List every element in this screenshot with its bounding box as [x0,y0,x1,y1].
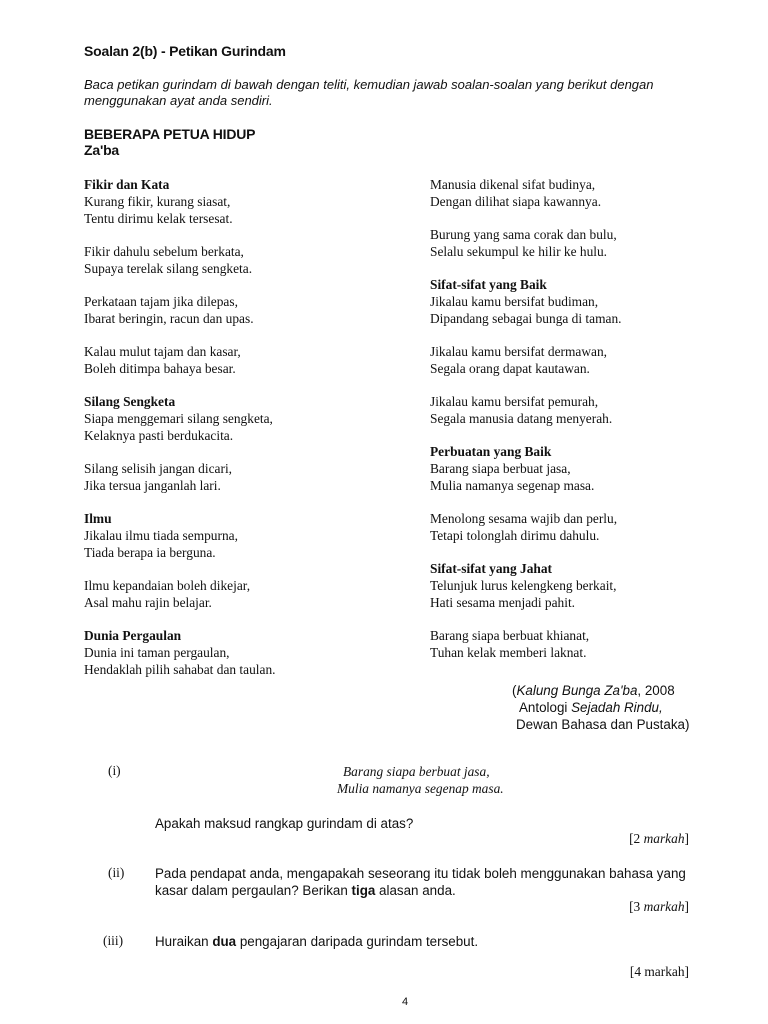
poem-line: Jikalau kamu bersifat pemurah, [430,394,599,409]
poem-line: Dunia ini taman pergaulan, [84,645,230,660]
question-2-number: (ii) [108,865,125,880]
poem-line: Barang siapa berbuat khianat, [430,628,590,643]
page-number: 4 [402,996,409,1008]
marks-close: ] [684,831,689,846]
poem-line: Kelaknya pasti berdukacita. [84,428,234,443]
stanza-heading: Perbuatan yang Baik [430,444,552,459]
stanza-heading: Silang Sengketa [84,394,176,409]
poem-line: Perkataan tajam jika dilepas, [84,294,238,309]
poem-line: Siapa menggemari silang sengketa, [84,411,273,426]
citation-line-1 [512,682,675,699]
poem-line: Segala manusia datang menyerah. [430,411,613,426]
stanza-heading: Dunia Pergaulan [84,628,182,643]
question-2-line-1: Pada pendapat anda, mengapakah seseorang itu tidak boleh menggunakan bahasa yang [155,866,686,881]
question-3-text-a: Huraikan [155,934,213,949]
stanza-gap [84,327,276,343]
poem-line: Selalu sekumpul ke hilir ke hulu. [430,244,608,259]
stanza-gap [430,427,622,443]
poem-title: BEBERAPA PETUA HIDUP [84,126,256,142]
stanza-heading: Fikir dan Kata [84,177,170,192]
poem-right-column [430,176,622,661]
poem-line: Jikalau ilmu tiada sempurna, [84,528,238,543]
stanza-gap [84,494,276,510]
poem-line: Jika tersua janganlah lari. [84,478,221,493]
poem-line: Tetapi tolonglah dirimu dahulu. [430,528,600,543]
question-1-number: (i) [108,763,121,778]
poem-line: Ibarat beringin, racun dan upas. [84,311,254,326]
stanza-gap [84,377,276,393]
poem-line: Tentu dirimu kelak tersesat. [84,211,233,226]
question-2-emphasis: tiga [351,883,376,898]
question-2-marks [629,899,689,915]
poem-line: Boleh ditimpa bahaya besar. [84,361,236,376]
citation-publisher: Dewan Bahasa dan Pustaka) [516,717,690,732]
citation-line-2 [519,699,663,716]
poem-line: Dipandang sebagai bunga di taman. [430,311,622,326]
question-1-quote-line-2: Mulia namanya segenap masa. [337,781,504,796]
stanza-gap [84,611,276,627]
stanza-gap [430,327,622,343]
question-2-text-a: kasar dalam pergaulan? Berikan [155,883,352,898]
stanza-gap [84,444,276,460]
marks-close: ] [684,899,689,914]
stanza-gap [430,611,622,627]
section-title: Soalan 2(b) - Petikan Gurindam [84,43,286,59]
stanza-gap [430,544,622,560]
question-1-marks [629,831,689,847]
stanza-gap [430,210,622,226]
poem-line: Telunjuk lurus kelengkeng berkait, [430,578,617,593]
stanza-heading: Sifat-sifat yang Baik [430,277,547,292]
poem-line: Tiada berapa ia berguna. [84,545,216,560]
poem-line: Tuhan kelak memberi laknat. [430,645,587,660]
question-3-number: (iii) [103,933,124,948]
citation-anthology-title: Sejadah Rindu, [571,700,663,715]
poem-author: Za'ba [84,142,120,158]
poem-line: Hendaklah pilih sahabat dan taulan. [84,662,276,677]
question-3-emphasis: dua [212,934,237,949]
marks-word: markah [643,831,685,846]
poem-line: Burung yang sama corak dan bulu, [430,227,617,242]
stanza-heading: Ilmu [84,511,112,526]
citation-anthology-prefix: Antologi [519,700,572,715]
poem-line: Segala orang dapat kautawan. [430,361,590,376]
question-2-line-2 [155,882,456,899]
instruction-text: Baca petikan gurindam di bawah dengan teliti, kemudian jawab soalan-soalan yang berikut dengan menggunakan ayat anda sendiri. [84,77,654,108]
marks-open: [2 [629,831,644,846]
poem-left-column [84,176,276,678]
stanza-gap [430,494,622,510]
marks-word: markah [643,899,685,914]
citation-book-title: Kalung Bunga Za'ba [516,683,638,698]
poem-line: Hati sesama menjadi pahit. [430,595,576,610]
poem-line: Menolong sesama wajib dan perlu, [430,511,618,526]
poem-line: Silang selisih jangan dicari, [84,461,233,476]
poem-line: Barang siapa berbuat jasa, [430,461,571,476]
citation-open-paren: ( [512,683,517,698]
stanza-gap [84,227,276,243]
poem-line: Kalau mulut tajam dan kasar, [84,344,241,359]
question-3-text [155,933,478,950]
stanza-gap [430,377,622,393]
poem-line: Kurang fikir, kurang siasat, [84,194,231,209]
stanza-heading: Sifat-sifat yang Jahat [430,561,553,576]
stanza-gap [84,561,276,577]
poem-line: Jikalau kamu bersifat budiman, [430,294,599,309]
marks-open: [3 [629,899,644,914]
citation-year: , 2008 [637,683,675,698]
poem-line: Asal mahu rajin belajar. [84,595,212,610]
poem-line: Fikir dahulu sebelum berkata, [84,244,244,259]
question-2-text-b: alasan anda. [375,883,456,898]
question-3-marks: [4 markah] [629,964,689,979]
stanza-gap [84,277,276,293]
poem-line: Manusia dikenal sifat budinya, [430,177,596,192]
poem-line: Dengan dilihat siapa kawannya. [430,194,602,209]
poem-line: Mulia namanya segenap masa. [430,478,595,493]
poem-line: Ilmu kepandaian boleh dikejar, [84,578,251,593]
stanza-gap [430,260,622,276]
question-1-text: Apakah maksud rangkap gurindam di atas? [155,816,414,831]
poem-line: Jikalau kamu bersifat dermawan, [430,344,607,359]
question-3-text-b: pengajaran daripada gurindam tersebut. [236,934,479,949]
question-1-quote-line-1: Barang siapa berbuat jasa, [343,764,490,779]
poem-line: Supaya terelak silang sengketa. [84,261,253,276]
